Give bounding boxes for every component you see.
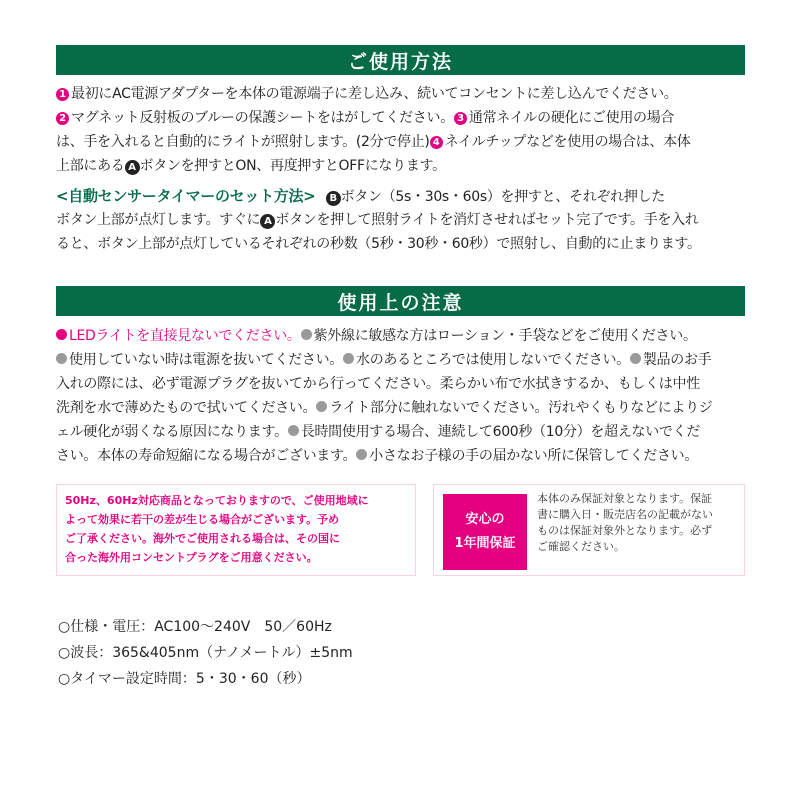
caution-line-6 — [56, 444, 750, 468]
step-number-badge: 1 — [56, 88, 69, 101]
caution-text: 製品のお手 — [642, 352, 712, 368]
usage-text: ボタンを押すとON、再度押すとOFFになります。 — [139, 158, 446, 174]
button-b-icon: B — [326, 191, 341, 206]
bullet-icon — [56, 329, 67, 340]
bullet-icon — [343, 353, 354, 364]
usage-line-1 — [56, 82, 750, 106]
warranty-line: ものは保証対象外となります。必ず — [537, 524, 713, 537]
bullet-icon — [301, 329, 312, 340]
caution-text: 長時間使用する場合、連続して600秒（10分）を超えないでくだ — [300, 424, 701, 440]
warranty-line: 本体のみ保証対象となります。保証 — [537, 492, 713, 505]
caution-text: 水のあるところでは使用しないでください。 — [356, 352, 630, 368]
timer-text: ボタン上部が点灯します。すぐに — [56, 212, 261, 228]
button-a-icon: A — [260, 214, 275, 229]
spec-wavelength: ○波長：365&405nm（ナノメートル）±5nm — [58, 645, 353, 661]
section-title-usage: ご使用方法 — [56, 45, 745, 75]
bullet-icon — [56, 353, 67, 364]
usage-text: 通常ネイルの硬化にご使用の場合 — [468, 110, 675, 126]
timer-line-2 — [56, 208, 750, 232]
step-number-badge: 3 — [454, 112, 467, 125]
caution-text: 紫外線に敏感な方はローション・手袋などをご使用ください。 — [313, 328, 697, 344]
timer-instructions — [56, 184, 750, 256]
caution-text: ェル硬化が弱くなる原因になります。 — [56, 424, 288, 440]
caution-text: 洗剤を水で薄めたもので拭いてください。 — [56, 400, 317, 416]
usage-text: マグネット反射板のブルーの保護シートをはがしてください。 — [71, 110, 454, 126]
step-number-badge: 2 — [56, 112, 69, 125]
step-number-badge: 4 — [430, 136, 443, 149]
warranty-badge-line: 1年間保証 — [454, 536, 516, 551]
caution-line-1 — [56, 324, 750, 348]
usage-text: 上部にある — [56, 158, 125, 174]
bullet-icon — [288, 425, 299, 436]
caution-text: 入れの際には、必ず電源プラグを抜いてから行ってください。柔らかい布で水拭きするか、もしくは中性 — [56, 376, 700, 392]
timer-text: ボタンを押して照射ライトを消灯させればセット完了です。手を入れ — [275, 212, 699, 228]
warranty-badge — [443, 494, 527, 570]
caution-line-2 — [56, 348, 750, 372]
caution-line-5 — [56, 420, 750, 444]
spec-timer: ○タイマー設定時間：5・30・60（秒） — [58, 671, 311, 687]
warranty-text — [537, 491, 713, 555]
caution-text: 使用していない時は電源を抜いてください。 — [69, 352, 343, 368]
caution-highlight: LEDライトを直接見ないでください。 — [69, 328, 301, 344]
timer-heading: <自動センサータイマーのセット方法> — [56, 187, 316, 205]
warranty-box — [433, 484, 745, 576]
section-title-cautions: 使用上の注意 — [56, 286, 745, 316]
caution-text: さい。本体の寿命短縮になる場合がございます。 — [56, 448, 357, 464]
timer-line-3 — [56, 232, 750, 256]
caution-text: ライト部分に触れないでください。汚れやくもりなどによりジ — [329, 400, 713, 416]
usage-text: ネイルチップなどを使用の場合は、本体 — [444, 134, 691, 150]
warranty-badge-line: 安心の — [465, 512, 505, 527]
usage-line-3 — [56, 130, 750, 154]
cautions-list — [56, 324, 750, 468]
caution-text: 小さなお子様の手の届かない所に保管してください。 — [369, 448, 699, 464]
timer-line-1 — [56, 184, 750, 208]
button-a-icon: A — [125, 160, 140, 175]
usage-text: 最初にAC電源アダプターを本体の電源端子に差し込み、続いてコンセントに差し込んでください。 — [71, 86, 678, 102]
bullet-icon — [356, 449, 367, 460]
timer-text: ると、ボタン上部が点灯しているそれぞれの秒数（5秒・30秒・60秒）で照射し、自動的に止まります。 — [56, 236, 701, 252]
caution-line-4 — [56, 396, 750, 420]
bullet-icon — [316, 401, 327, 412]
spec-voltage: ○仕様・電圧：AC100〜240V 50／60Hz — [58, 619, 332, 635]
warranty-line: 書に購入日・販売店名の記載がない — [537, 508, 713, 521]
notice-line: 合った海外用コンセントプラグをご用意ください。 — [65, 551, 318, 564]
usage-line-2 — [56, 106, 750, 130]
warranty-line: ご確認ください。 — [537, 540, 625, 553]
bullet-icon — [630, 353, 641, 364]
notice-line: 50Hz、60Hz対応商品となっておりますので、ご使用地域に — [65, 494, 369, 507]
usage-text: は、手を入れると自動的にライトが照射します。(2分で停止) — [56, 134, 430, 150]
timer-text: ボタン（5s・30s・60s）を押すと、それぞれ押した — [340, 189, 665, 205]
usage-instructions — [56, 82, 750, 178]
notice-line: よって効果に若干の差が生じる場合がございます。予め — [65, 513, 340, 526]
usage-line-4 — [56, 154, 750, 178]
caution-line-3 — [56, 372, 750, 396]
frequency-notice-box — [56, 484, 416, 576]
notice-line: ご了承ください。海外でご使用される場合は、その国に — [65, 532, 340, 545]
